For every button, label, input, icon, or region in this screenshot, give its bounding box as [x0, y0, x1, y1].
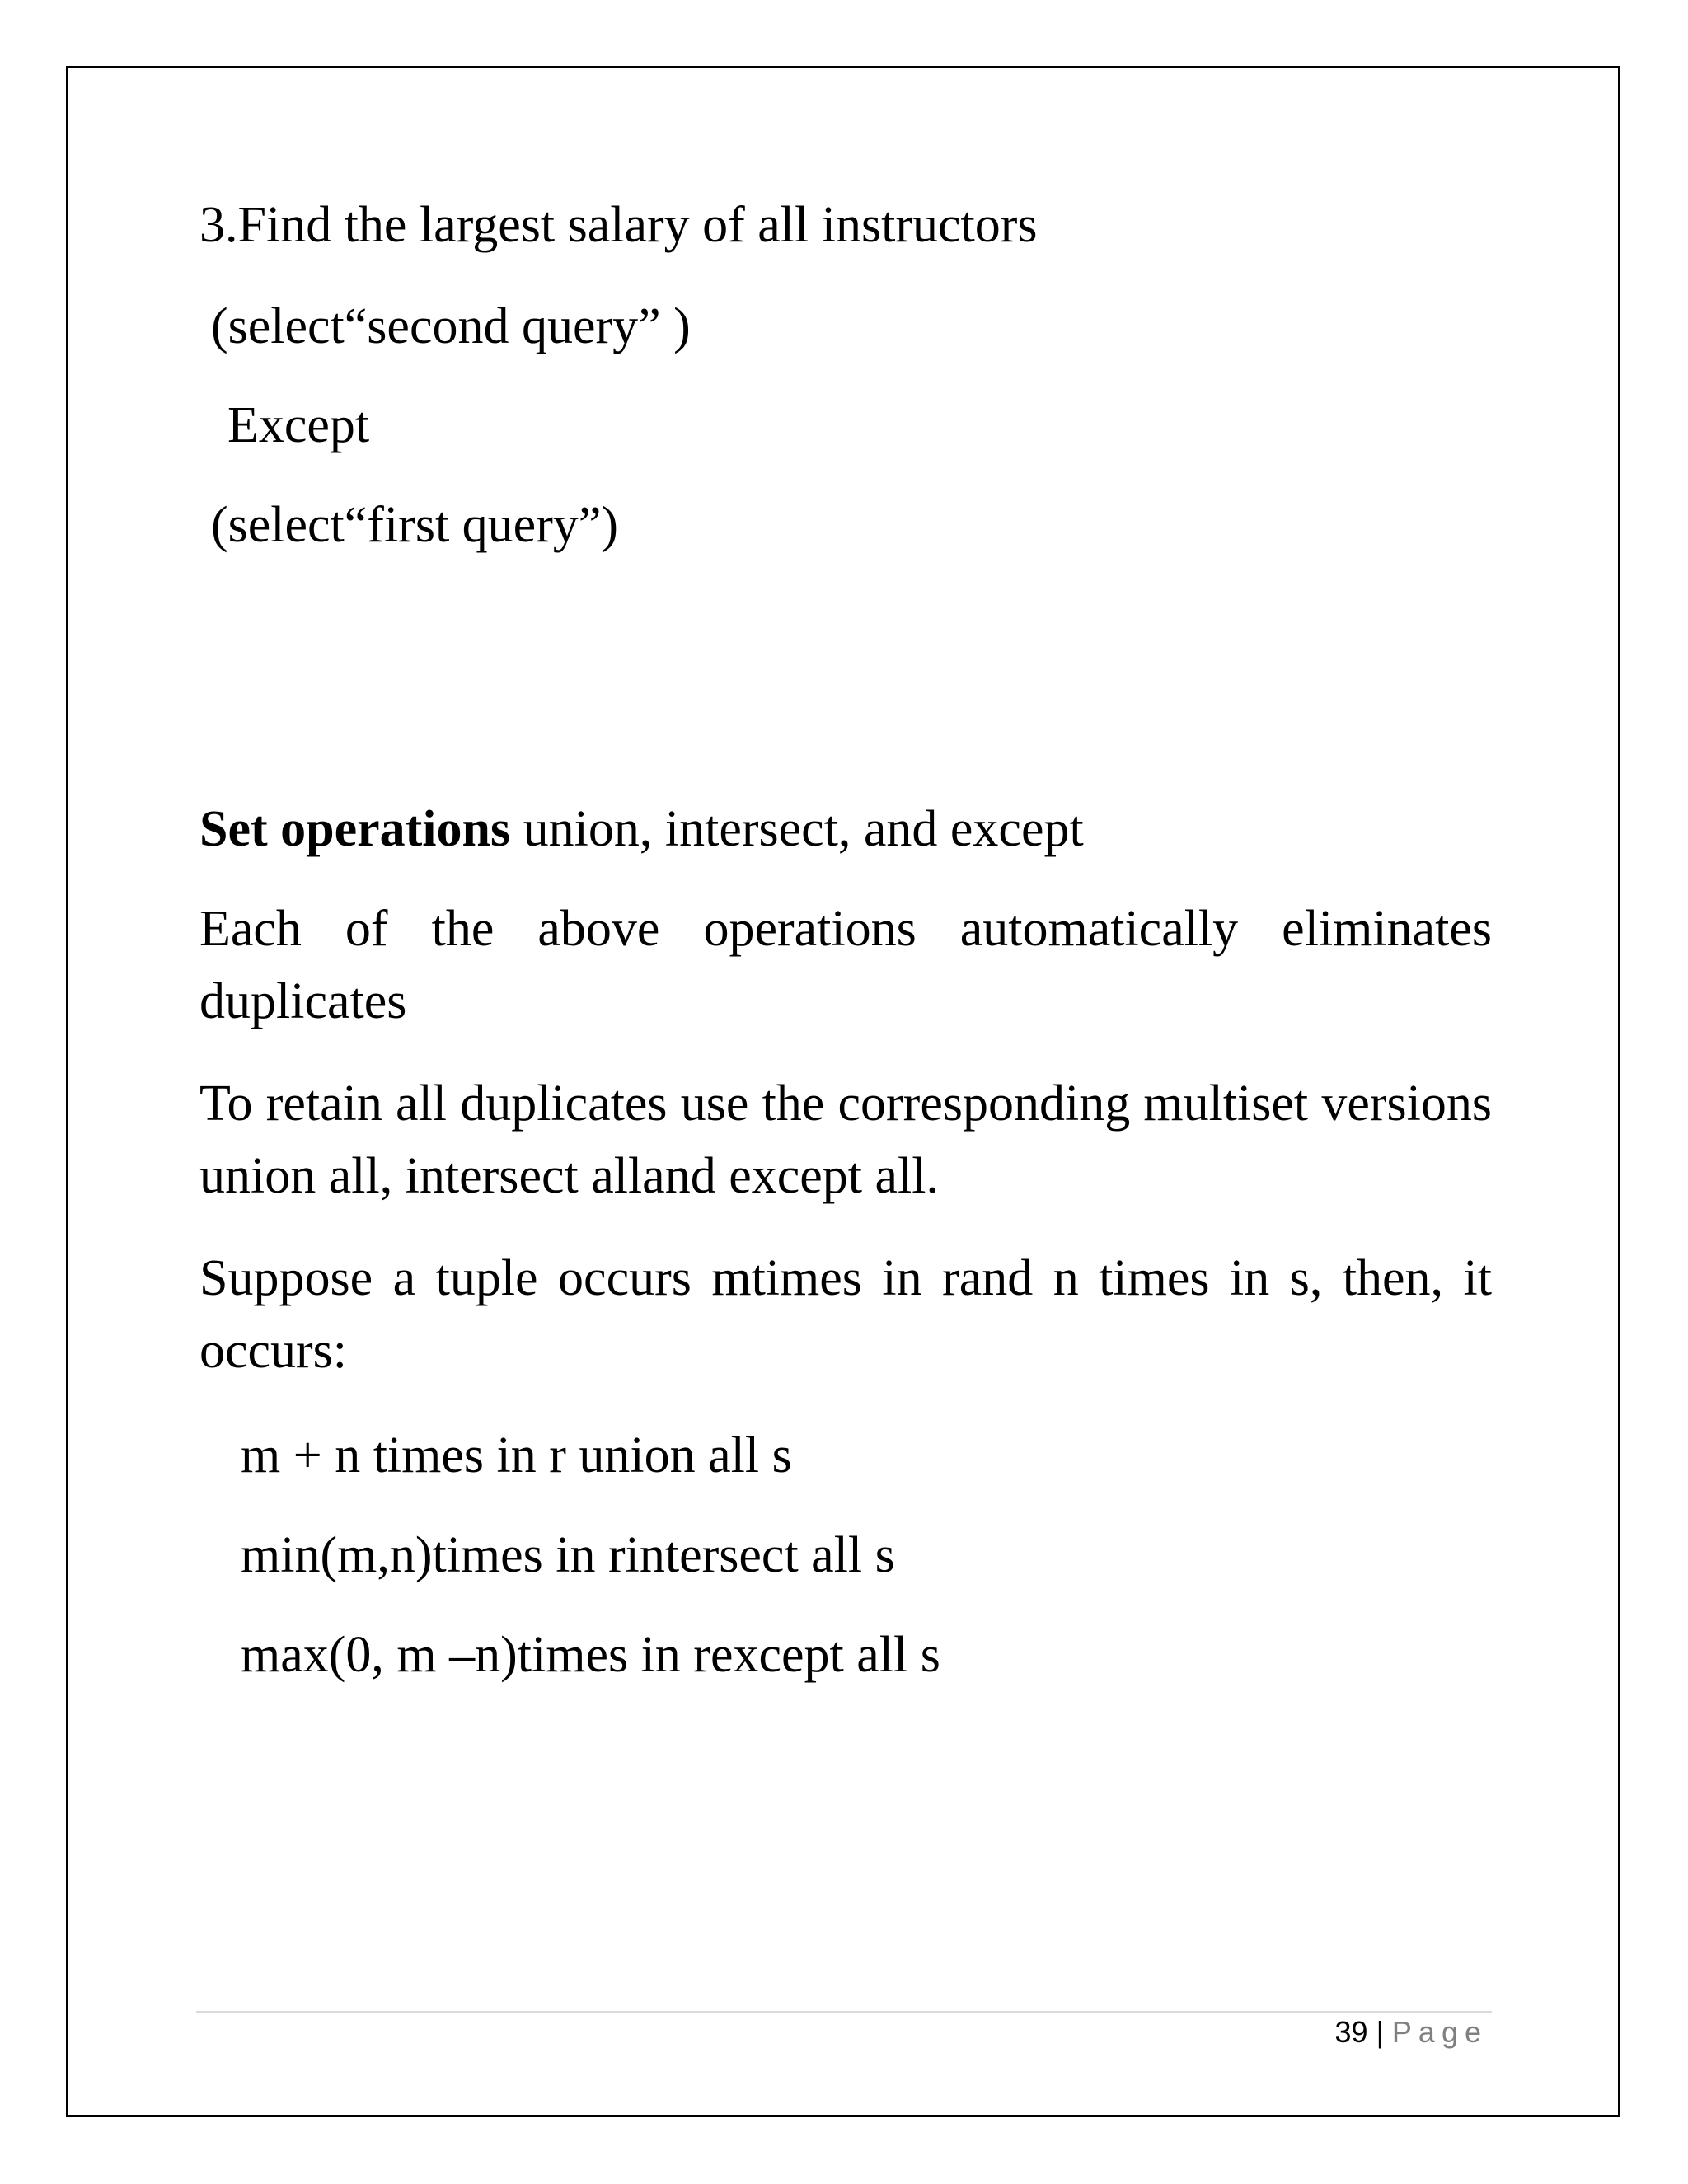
code-line-except: Except — [227, 397, 370, 453]
paragraph-retain-duplicates: To retain all duplicates use the corresponding multiset versions union all, intersect alland except all. — [199, 1076, 1492, 1204]
case-intersect-all: min(m,n)times in rintersect all s — [241, 1527, 895, 1583]
page-separator: | — [1367, 2015, 1392, 2049]
case-union-all: m + n times in r union all s — [241, 1427, 792, 1483]
code-line-select-second: (select“second query” ) — [211, 298, 691, 354]
case-except-all: max(0, m –n)times in rexcept all s — [241, 1627, 940, 1683]
paragraph-tuple-occurs: Suppose a tuple occurs mtimes in rand n times in s, then, it occurs: — [199, 1250, 1492, 1379]
set-operations-list: union, intersect, and except — [510, 801, 1084, 857]
set-operations-line — [199, 801, 1084, 857]
page-footer — [1334, 2015, 1488, 2049]
set-operations-term: Set operations — [199, 801, 511, 857]
footer-rule — [196, 2011, 1492, 2013]
paragraph-eliminates-duplicates: Each of the above operations automatically eliminates duplicates — [199, 901, 1492, 1029]
code-line-select-first: (select“first query”) — [211, 497, 619, 553]
page-label: Page — [1391, 2015, 1488, 2049]
page-number: 39 — [1334, 2015, 1368, 2049]
section-heading: 3.Find the largest salary of all instructors — [199, 197, 1038, 253]
